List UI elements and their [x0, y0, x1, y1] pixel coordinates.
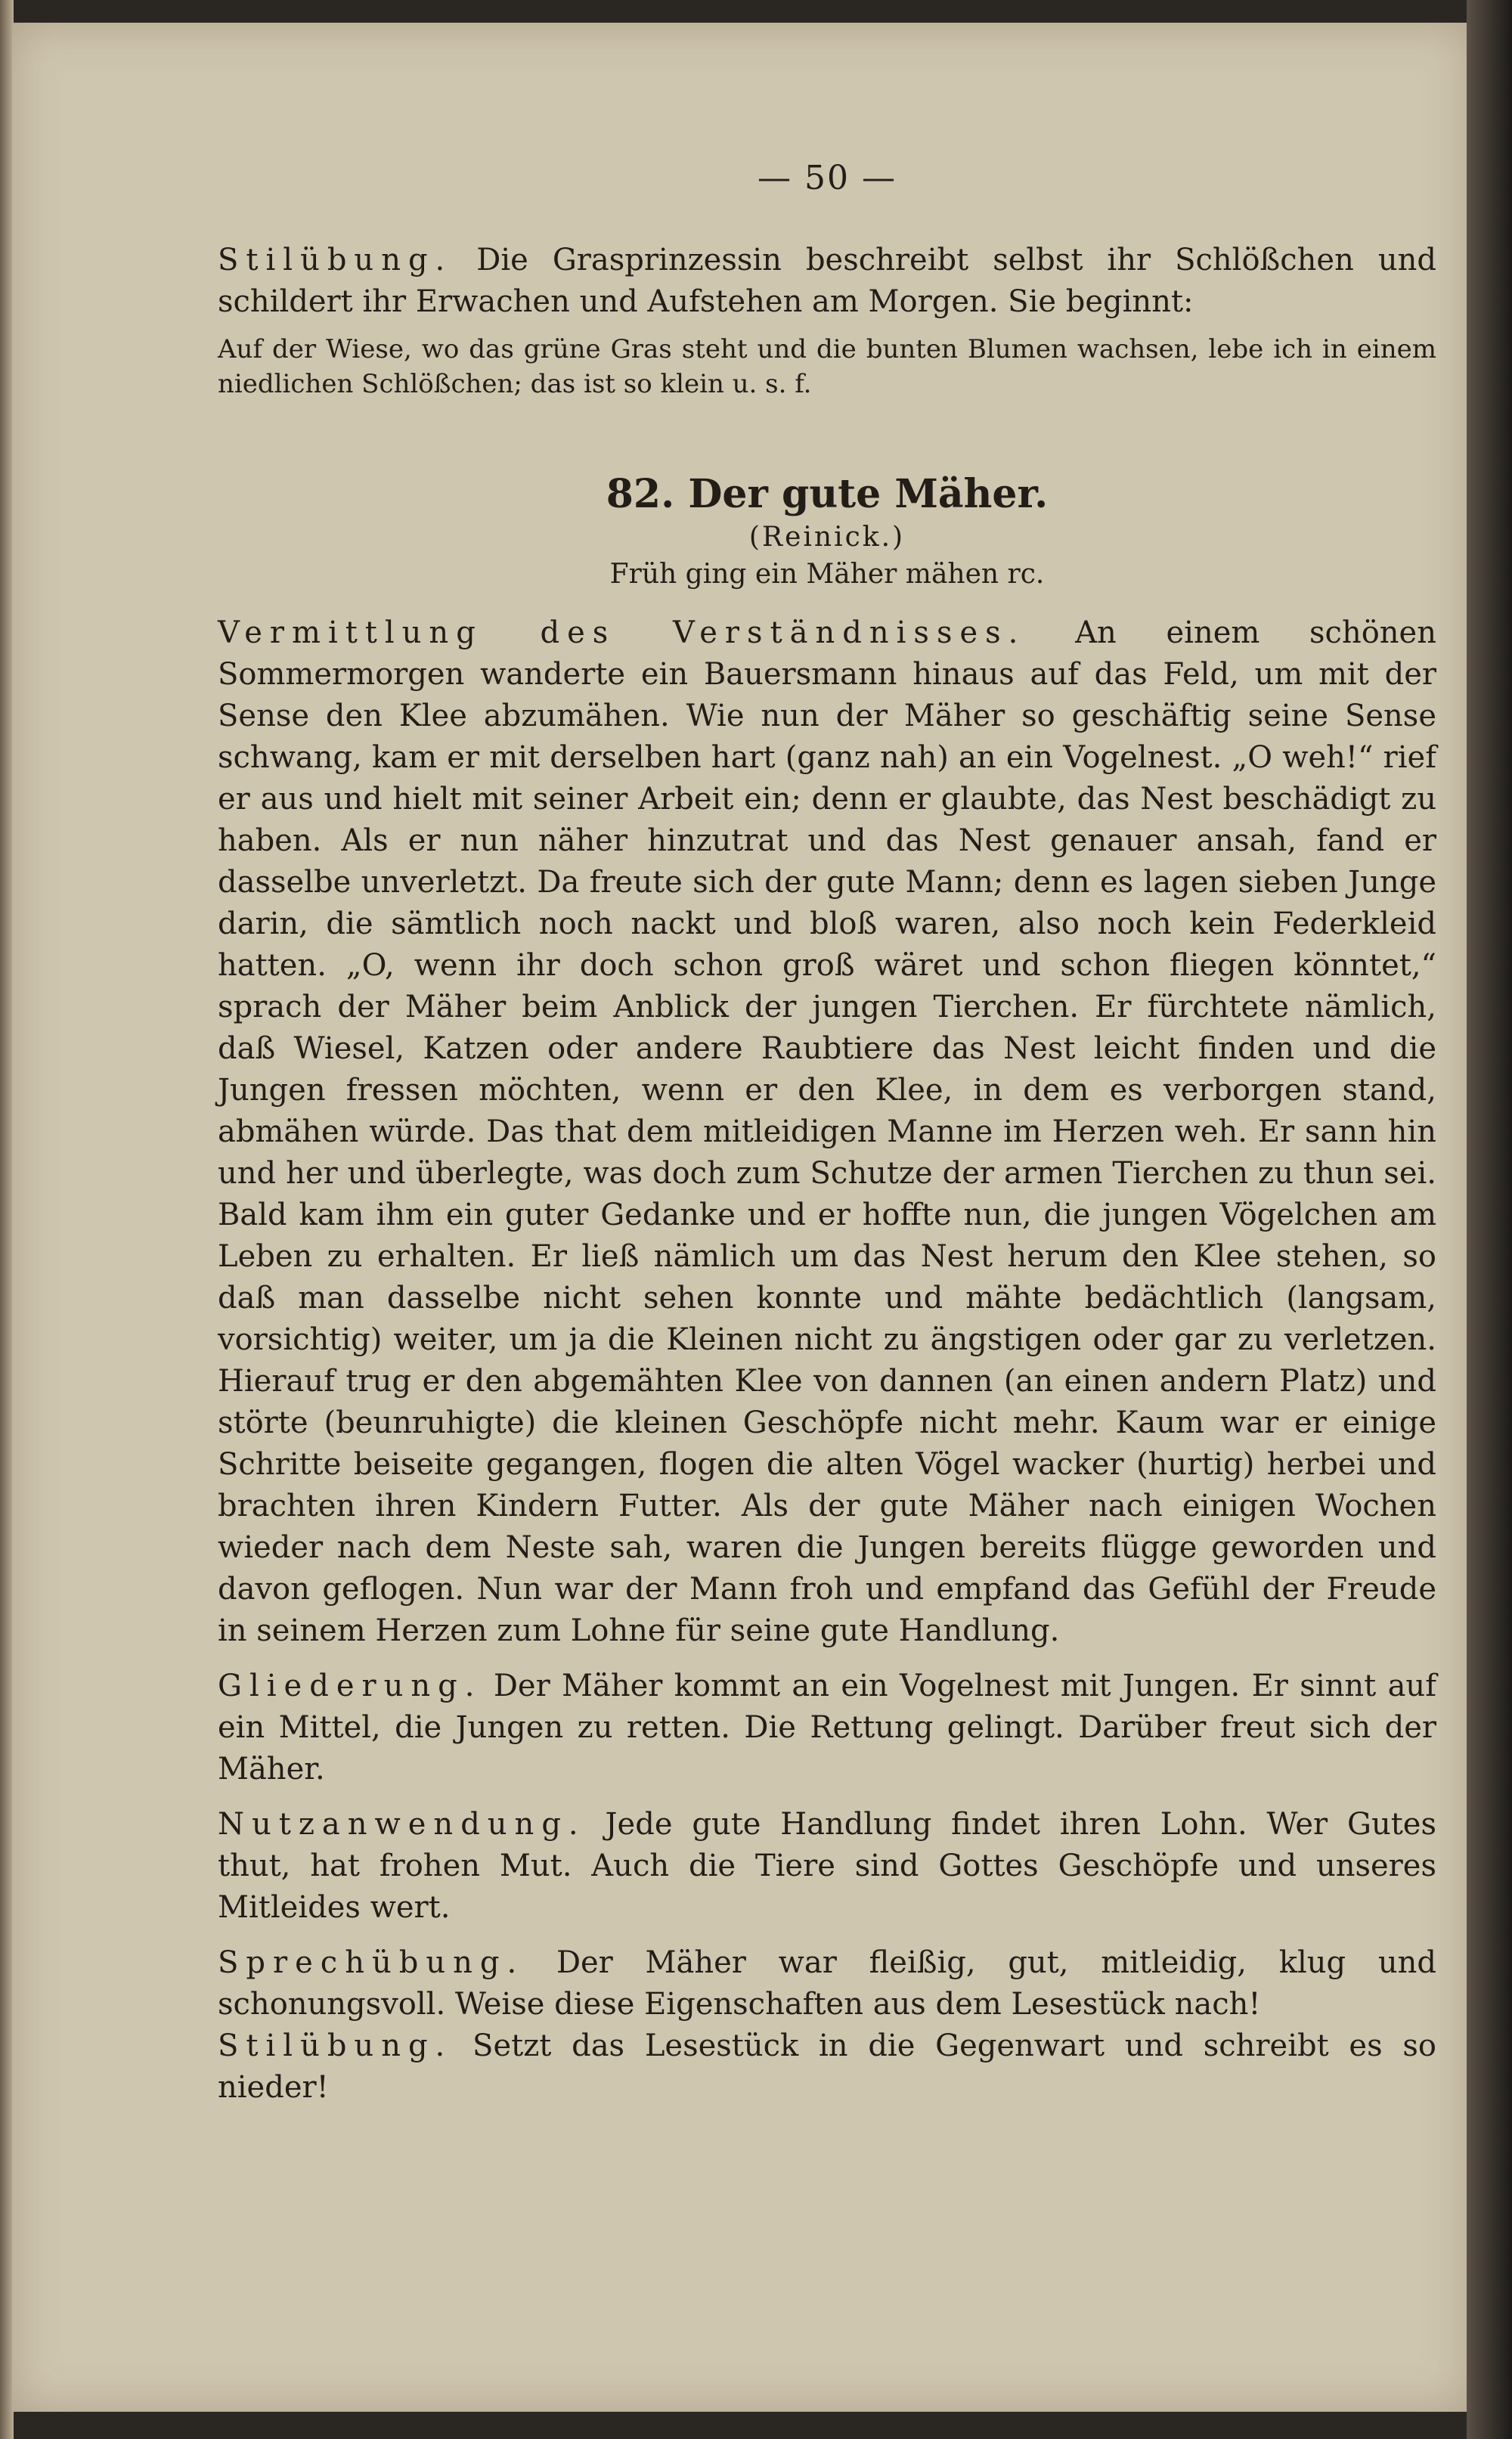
page-number: — 50 — — [758, 159, 897, 197]
stiluebung-final-text: Setzt das Lesestück in die Gegenwart und schreibt es so nieder! — [218, 2028, 1436, 2105]
nutzanwendung-label: Nutzanwendung. — [218, 1807, 586, 1842]
vermittlung-paragraph — [218, 612, 1436, 1652]
poem-author: (Reinick.) — [748, 522, 906, 553]
stiluebung-intro-text: Die Grasprinzessin beschreibt selbst ihr Schlößchen und schildert ihr Erwachen und Aufstehen am Morgen. Sie beginnt: — [218, 243, 1436, 319]
nutzanwendung-paragraph — [218, 1804, 1436, 1929]
vermittlung-label: Vermittlung des Verständnisses. — [218, 615, 1026, 650]
sprechuebung-label: Sprechübung. — [218, 1945, 525, 1980]
page-content — [218, 159, 1436, 2109]
poem-incipit: Früh ging ein Mäher mähen rc. — [609, 559, 1045, 590]
sprechuebung-text: Der Mäher war fleißig, gut, mitleidig, klug und schonungsvoll. Weise diese Eigenschaften aus dem Lesestück nach! — [218, 1945, 1436, 2022]
gliederung-text: Der Mäher kommt an ein Vogelnest mit Jungen. Er sinnt auf ein Mittel, die Jungen zu retten. Die Rettung gelingt. Darüber freut sich der Mäher. — [218, 1669, 1437, 1787]
stiluebung-intro-paragraph — [218, 240, 1436, 323]
stiluebung-intro-label: Stilübung. — [218, 243, 453, 277]
vermittlung-text: An einem schönen Sommermorgen wanderte ein Bauersmann hinaus auf das Feld, um mit der Sense den Klee abzumähen. Wie nun der Mäher so geschäftig seine Sense schwang, kam er mit derselben hart (ganz nah) an ein Vogelnest. „O weh!“ rief er aus und hielt mit seiner Arbeit ein; denn er glaubte, das Nest beschädigt zu haben. Als er nun näher hinzutrat und das Nest genauer ansah, fand er dasselbe unverletzt. Da freute sich der gute Mann; denn es lagen sieben Junge darin, die sämtlich noch nackt und bloß waren, also noch kein Federkleid hatten. „O, wenn ihr doch schon groß wäret und schon fliegen könntet,“ sprach der Mäher beim Anblick der jungen Tierchen. Er fürchtete nämlich, daß Wiesel, Katzen oder andere Raubtiere das Nest leicht finden und die Jungen fressen möchten, wenn er den Klee, in dem es verborgen stand, abmähen würde. Das that dem mitleidigen Manne im Herzen weh. Er sann hin und her und überlegte, was doch zum Schutze der armen Tierchen zu thun sei. Bald kam ihm ein guter Gedanke und er hoffte nun, die jungen Vögelchen am Leben zu erhalten. Er ließ nämlich um das Nest herum den Klee stehen, so daß man dasselbe nicht sehen konnte und mähte bedächtlich (langsam, vorsichtig) weiter, um ja die Kleinen nicht zu ängstigen oder gar zu verletzen. Hierauf trug er den abgemähten Klee von dannen (an einen andern Platz) und störte (beunruhigte) die kleinen Geschöpfe nicht mehr. Kaum war er einige Schritte beiseite gegangen, flogen die alten Vögel wacker (hurtig) herbei und brachten ihren Kindern Futter. Als der gute Mäher nach einigen Wochen wieder nach dem Neste sah, waren die Jungen bereits flügge geworden und davon geflogen. Nun war der Mann froh und empfand das Gefühl der Freude in seinem Herzen zum Lohne für seine gute Handlung. — [218, 615, 1436, 1648]
book-page — [12, 23, 1471, 2412]
page-edge — [1467, 0, 1512, 2439]
stiluebung-final-label: Stilübung. — [218, 2028, 453, 2063]
gliederung-paragraph — [218, 1666, 1436, 1790]
nutzanwendung-text: Jede gute Handlung findet ihren Lohn. Wer Gutes thut, hat frohen Mut. Auch die Tiere sind Gottes Geschöpfe und unseres Mitleides wert. — [218, 1807, 1436, 1925]
stiluebung-final-paragraph — [218, 2025, 1436, 2109]
poem-title: 82. Der gute Mäher. — [606, 471, 1049, 517]
sprechuebung-paragraph — [218, 1942, 1436, 2025]
gliederung-label: Gliederung. — [218, 1669, 482, 1703]
stiluebung-intro-quote: Auf der Wiese, wo das grüne Gras steht und die bunten Blumen wachsen, lebe ich in einem niedlichen Schlößchen; das ist so klein u. s. f. — [218, 334, 1436, 399]
